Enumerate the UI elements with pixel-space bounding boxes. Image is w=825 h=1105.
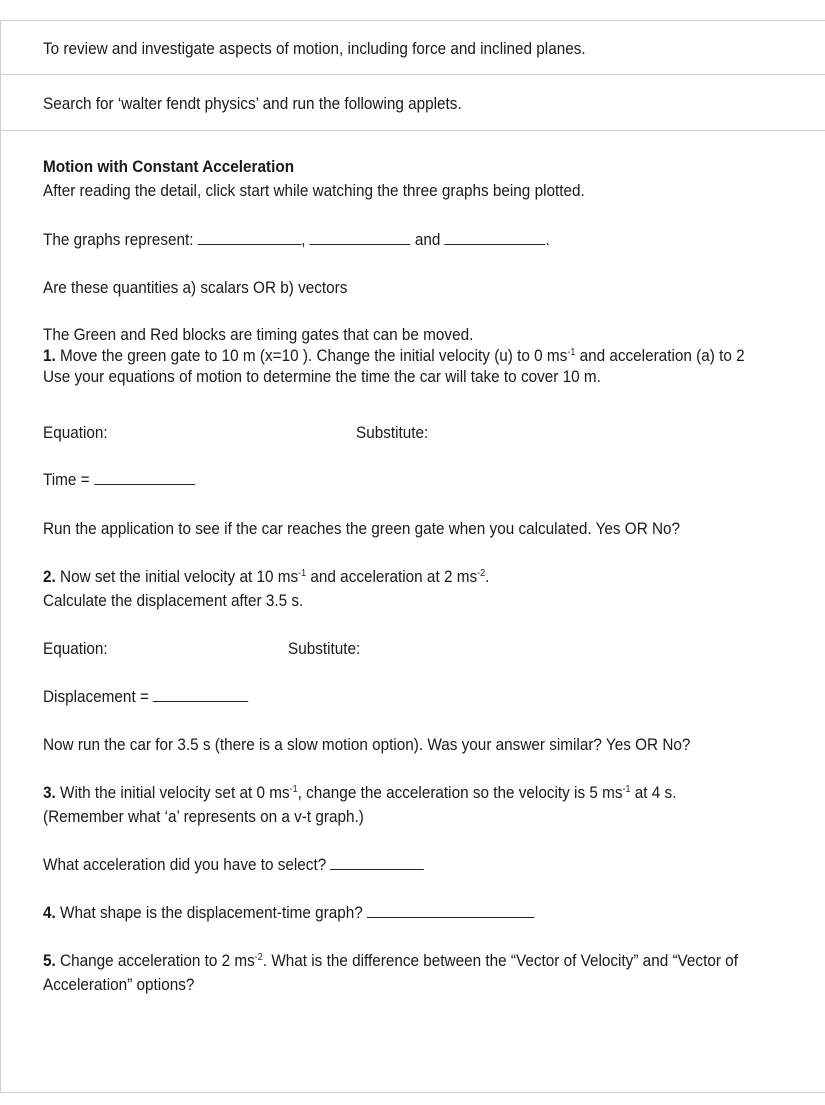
q2-substitute-label: Substitute:: [288, 639, 361, 658]
q3-line2: (Remember what ‘a’ represents on a v-t graph.): [43, 807, 364, 826]
q1-line2: Use your equations of motion to determine the time the car will take to cover 10 m.: [43, 367, 601, 386]
time-label: Time =: [43, 470, 90, 489]
time-blank[interactable]: [94, 470, 195, 485]
q5-line2: Acceleration” options?: [43, 975, 195, 994]
q1-text-b: and acceleration (a) to 2: [575, 346, 745, 365]
gates-note: The Green and Red blocks are timing gates that can be moved.: [43, 325, 474, 344]
accel-question-text: What acceleration did you have to select?: [43, 855, 327, 874]
graphs-end: .: [545, 230, 550, 249]
q3-line1: [43, 783, 676, 803]
q3-accel-question: [43, 855, 424, 875]
graph-blank-3[interactable]: [445, 230, 546, 245]
displacement-label: Displacement =: [43, 687, 149, 706]
q2-run: Now run the car for 3.5 s (there is a slow motion option). Was your answer similar? Yes OR No?: [43, 735, 691, 754]
q3-sup-a: -1: [289, 784, 298, 795]
q3-number: 3.: [43, 783, 56, 802]
graph-blank-2[interactable]: [310, 230, 411, 245]
graph-blank-1[interactable]: [198, 230, 301, 245]
scalars-question: Are these quantities a) scalars OR b) vectors: [43, 278, 348, 297]
q1-number: 1.: [43, 346, 56, 365]
q2-text-b: and acceleration at 2 ms: [306, 567, 478, 586]
q2-displacement: [43, 687, 249, 707]
q4-text: What shape is the displacement-time graph?: [60, 903, 363, 922]
q1-equation-label: Equation:: [43, 423, 108, 442]
q3-text-b: , change the acceleration so the velocity is 5 ms: [297, 783, 623, 802]
q2-line2: Calculate the displacement after 3.5 s.: [43, 591, 304, 610]
q2-equation-label: Equation:: [43, 639, 108, 658]
shape-blank[interactable]: [367, 903, 534, 918]
q2-sup-b: -2: [477, 568, 486, 579]
q4-line: [43, 903, 534, 923]
q2-text-a: Now set the initial velocity at 10 ms: [60, 567, 299, 586]
q3-sup-b: -1: [622, 784, 631, 795]
aim-text: To review and investigate aspects of motion, including force and inclined planes.: [43, 39, 586, 58]
graphs-comma: ,: [301, 230, 306, 249]
q1-line1: [43, 346, 745, 366]
aim-row: [1, 21, 825, 75]
q3-text-a: With the initial velocity set at 0 ms: [60, 783, 290, 802]
q1-run: Run the application to see if the car reaches the green gate when you calculated. Yes OR No?: [43, 519, 681, 538]
instructions-text: Search for ‘walter fendt physics’ and run the following applets.: [43, 94, 462, 113]
q5-text-a: Change acceleration to 2 ms: [60, 951, 255, 970]
q5-line1: [43, 951, 738, 971]
q2-sup-a: -1: [298, 568, 307, 579]
q1-substitute-label: Substitute:: [356, 423, 429, 442]
graphs-prefix: The graphs represent:: [43, 230, 194, 249]
q5-text-b: . What is the difference between the “Vector of Velocity” and “Vector of: [262, 951, 738, 970]
q5-sup-a: -2: [254, 952, 263, 963]
instructions-row: [1, 75, 825, 131]
q1-sup-a: -1: [567, 347, 576, 358]
q3-text-c: at 4 s.: [630, 783, 677, 802]
q5-number: 5.: [43, 951, 56, 970]
q1-text-a: Move the green gate to 10 m (x=10 ). Change the initial velocity (u) to 0 ms: [60, 346, 568, 365]
q1-time: [43, 470, 195, 490]
q2-number: 2.: [43, 567, 56, 586]
accel-blank[interactable]: [330, 855, 424, 870]
q2-text-c: .: [485, 567, 490, 586]
q4-number: 4.: [43, 903, 56, 922]
section-title: Motion with Constant Acceleration: [43, 157, 295, 176]
section-intro: After reading the detail, click start while watching the three graphs being plotted.: [43, 181, 585, 200]
graphs-and: and: [414, 230, 441, 249]
q2-line1: [43, 567, 489, 587]
graphs-question: [43, 230, 550, 250]
displacement-blank[interactable]: [153, 687, 248, 702]
worksheet: [0, 20, 825, 1093]
